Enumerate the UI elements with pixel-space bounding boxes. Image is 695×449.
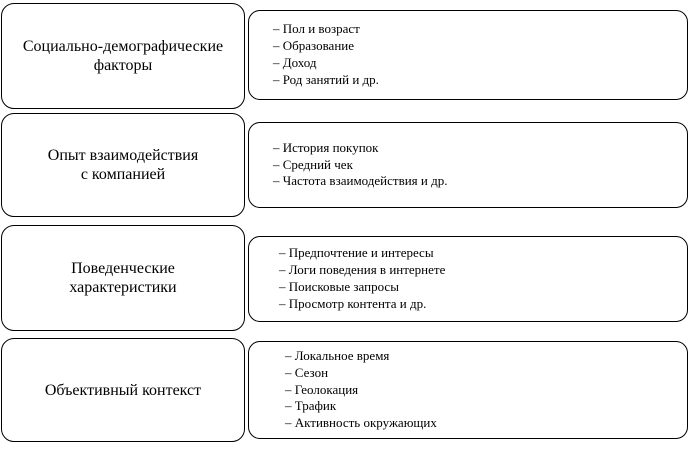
category-box — [1, 113, 245, 217]
details-list — [273, 140, 447, 190]
details-box — [248, 122, 688, 208]
list-item: – История покупок — [273, 139, 379, 155]
list-item: – Просмотр контента и др. — [279, 295, 427, 311]
category-label: Поведенческие характеристики — [69, 260, 177, 296]
category-box — [1, 3, 245, 109]
list-item: – Активность окружающих — [285, 415, 437, 431]
list-item: – Поисковые запросы — [279, 279, 399, 294]
details-box — [248, 341, 688, 439]
details-list — [279, 245, 445, 312]
details-list — [285, 348, 437, 432]
details-box — [248, 10, 688, 100]
list-item: – Логи поведения в интернете — [279, 262, 446, 278]
list-item: – Образование — [273, 38, 355, 54]
list-item: – Частота взаимодействия и др. — [273, 173, 448, 189]
list-item: – Геолокация — [285, 381, 359, 397]
category-label: Опыт взаимодействия с компанией — [47, 147, 199, 183]
list-item: – Локальное время — [285, 348, 390, 363]
list-item: – Доход — [273, 55, 317, 70]
category-box — [1, 338, 245, 442]
list-item: – Сезон — [285, 364, 329, 380]
category-label: Социально-демографические факторы — [22, 38, 224, 74]
list-item: – Предпочтение и интересы — [279, 245, 434, 261]
list-item: – Трафик — [285, 398, 337, 414]
details-list — [273, 21, 379, 88]
category-box — [1, 225, 245, 331]
category-label: Объективный контекст — [44, 381, 202, 399]
details-box — [248, 236, 688, 322]
list-item: – Средний чек — [273, 156, 353, 172]
list-item: – Род занятий и др. — [273, 71, 379, 87]
list-item: – Пол и возраст — [273, 21, 360, 37]
